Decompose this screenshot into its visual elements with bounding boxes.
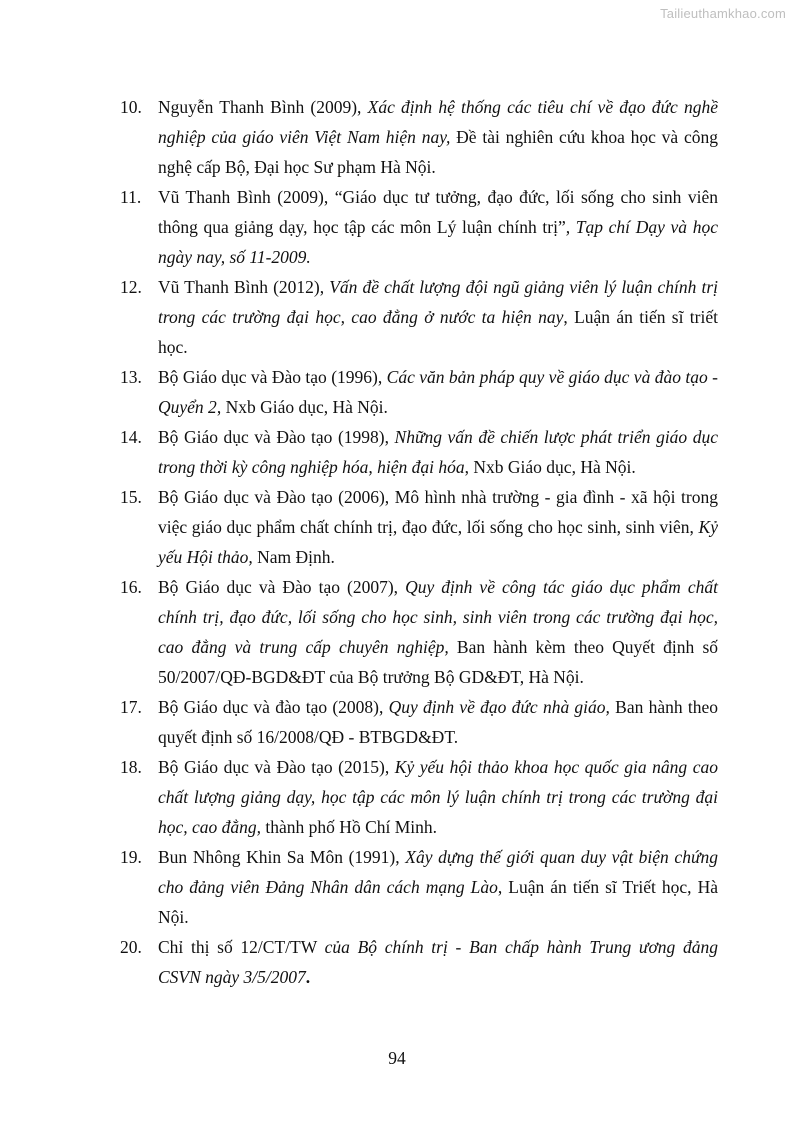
reference-text: Bộ Giáo dục và Đào tạo (2015), <box>158 757 395 777</box>
reference-text: thành phố Hồ Chí Minh. <box>261 817 438 837</box>
reference-title: Các văn bản pháp quy về giáo dục và đào tạo - Quyển 2 <box>158 367 718 417</box>
reference-title: Kỷ yếu hội thảo khoa học quốc gia nâng cao chất lượng giảng dạy, học tập các môn lý luận chính trị trong các trường đại học, cao đẳng, <box>158 757 718 837</box>
reference-title: của Bộ chính trị - Ban chấp hành Trung ương đảng CSVN ngày 3/5/2007 <box>158 937 718 987</box>
reference-text: Ban hành theo quyết định số 16/2008/QĐ - BTBGD&ĐT. <box>158 697 718 747</box>
reference-item <box>120 422 718 482</box>
reference-item <box>120 482 718 572</box>
reference-number: 14. <box>120 427 142 447</box>
reference-text: Vũ Thanh Bình (2009), “Giáo dục tư tưởng, đạo đức, lối sống cho sinh viên thông qua giảng dạy, học tập các môn Lý luận chính trị” <box>158 187 718 237</box>
reference-item <box>120 692 718 752</box>
reference-text: Nguyễn Thanh Bình (2009), <box>158 97 368 117</box>
reference-text: Đề tài nghiên cứu khoa học và công nghệ cấp Bộ, Đại học Sư phạm Hà Nội. <box>158 127 718 177</box>
page-number: 94 <box>388 1048 406 1068</box>
reference-title: Vấn đề chất lượng đội ngũ giảng viên lý luận chính trị trong các trường đại học, cao đẳng ở nước ta hiện nay <box>158 277 719 327</box>
reference-text: Bộ Giáo dục và đào tạo (2008), <box>158 697 389 717</box>
reference-item <box>120 272 718 362</box>
reference-number: 12. <box>120 277 142 297</box>
reference-item <box>120 182 718 272</box>
reference-title: Quy định về công tác giáo dục phẩm chất chính trị, đạo đức, lối sống cho học sinh, sinh viên trong các trường đại học, cao đẳng và trung cấp chuyên nghiệp, <box>158 577 718 657</box>
reference-title: Xây dựng thế giới quan duy vật biện chứng cho đảng viên Đảng Nhân dân cách mạng Lào <box>158 847 718 897</box>
reference-item <box>120 362 718 422</box>
reference-item <box>120 752 718 842</box>
reference-number: 13. <box>120 367 142 387</box>
reference-item <box>120 932 718 992</box>
reference-list <box>120 92 718 992</box>
reference-title: Quy định về đạo đức nhà giáo, <box>388 697 610 717</box>
reference-text: Vũ Thanh Bình (2012), <box>158 277 330 297</box>
reference-text: Bun Nhông Khin Sa Môn (1991), <box>158 847 406 867</box>
reference-text: Ban hành kèm theo Quyết định số 50/2007/QĐ-BGD&ĐT của Bộ trưởng Bộ GD&ĐT, Hà Nội. <box>158 637 719 687</box>
reference-title: Kỷ yếu Hội thảo, <box>158 517 718 567</box>
reference-number: 17. <box>120 697 142 717</box>
reference-title: , Tạp chí Dạy và học ngày nay, số 11-2009. <box>158 217 718 267</box>
reference-number: 20. <box>120 937 142 957</box>
reference-title: Xác định hệ thống các tiêu chí về đạo đức nghề nghiệp của giáo viên Việt Nam hiện nay, <box>158 97 718 147</box>
reference-text: Bộ Giáo dục và Đào tạo (2007), <box>158 577 406 597</box>
reference-text: Bộ Giáo dục và Đào tạo (2006), Mô hình nhà trường - gia đình - xã hội trong việc giáo dục phẩm chất chính trị, đạo đức, lối sống cho học sinh, sinh viên, <box>158 487 718 537</box>
reference-number: 10. <box>120 97 142 117</box>
reference-text: , Nxb Giáo dục, Hà Nội. <box>464 457 636 477</box>
reference-text: Bộ Giáo dục và Đào tạo (1996), <box>158 367 387 387</box>
reference-number: 15. <box>120 487 142 507</box>
reference-number: 11. <box>120 187 142 207</box>
reference-text: Nam Định. <box>252 547 335 567</box>
reference-text: Chỉ thị số 12/CT/TW <box>158 937 325 957</box>
reference-item <box>120 572 718 692</box>
reference-text: . <box>305 967 311 987</box>
reference-text: Bộ Giáo dục và Đào tạo (1998), <box>158 427 395 447</box>
reference-text: , Luận án tiến sĩ triết học. <box>158 307 718 357</box>
reference-text: , Nxb Giáo dục, Hà Nội. <box>216 397 388 417</box>
reference-title: Những vấn đề chiến lược phát triển giáo dục trong thời kỳ công nghiệp hóa, hiện đại hóa <box>158 427 718 477</box>
reference-number: 16. <box>120 577 142 597</box>
watermark: Tailieuthamkhao.com <box>660 6 786 21</box>
reference-number: 18. <box>120 757 142 777</box>
reference-text: , Luận án tiến sĩ Triết học, Hà Nội. <box>158 877 718 927</box>
reference-number: 19. <box>120 847 142 867</box>
reference-item <box>120 842 718 932</box>
reference-item <box>120 92 718 182</box>
